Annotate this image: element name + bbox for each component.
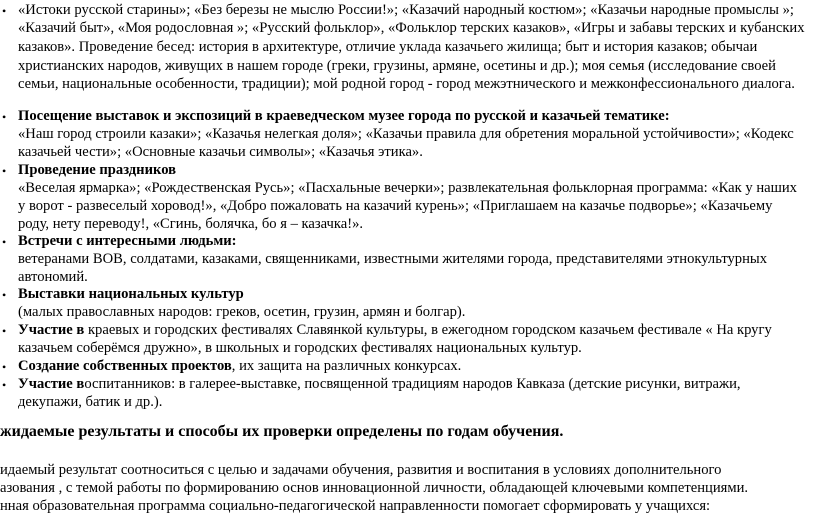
bullet-marker: •: [2, 288, 7, 302]
intro-line: «Истоки русской старины»; «Без березы не мыслю России!»; «Казачий народный костюм»; «Казачьи народные промыслы »;: [18, 2, 794, 18]
bullet-marker: •: [2, 235, 7, 249]
item-line: роду, нету переводу!, «Сгинь, болячка, бо я – казачка!».: [18, 216, 364, 232]
section-heading: жидаемые результаты и способы их проверки определены по годам обучения.: [0, 423, 564, 440]
bullet-marker: •: [2, 4, 7, 18]
bullet-marker: •: [2, 110, 7, 124]
item-line: у ворот - развеселый хоровод!», «Добро пожаловать на казачий курень»; «Приглашаем на казачье подворье»; «Казачьему: [18, 198, 773, 214]
item-line: (малых православных народов: греков, осетин, грузин, армян и болгар).: [18, 304, 466, 320]
bullet-marker: •: [2, 164, 7, 178]
item-line: автономий.: [18, 269, 88, 285]
item-line: «Веселая ярмарка»; «Рождественская Русь»; «Пасхальные вечерки»; развлекательная фольклорная программа: «Как у наших: [18, 180, 797, 196]
bullet-marker: •: [2, 360, 7, 374]
item-line: казачьем соберёмся дружно», в школьных и городских фестивалях национальных культур.: [18, 340, 582, 356]
item-title: Встречи с интересными людьми:: [18, 233, 237, 249]
item-line: «Наш город строили казаки»; «Казачья нелегкая доля»; «Казачьи правила для обретения моральной устойчивости»; «Кодекс: [18, 126, 794, 142]
item-title: Участие в краевых и городских фестивалях Славянкой культуры, в ежегодном городском казачьем фестивале « На кругу: [18, 322, 772, 338]
item-title: Участие воспитанников: в галерее-выставке, посвященной традициям народов Кавказа (детские рисунки, витражи,: [18, 376, 741, 392]
intro-line: христианских народов, живущих в нашем городе (греки, грузины, армяне, осетины и др.); моя семья (исследование своей: [18, 58, 776, 74]
bullet-marker: •: [2, 378, 7, 392]
item-title: Создание собственных проектов, их защита на различных конкурсах.: [18, 358, 462, 374]
intro-line: «Казачий быт», «Моя родословная »; «Русский фольклор», «Фольклор терских казаков», «Игры и забавы терских и кубанских: [18, 20, 805, 36]
closing-line: нная образовательная программа социально-педагогической направленности помогает сформировать у учащихся:: [0, 498, 711, 514]
item-line: ветеранами ВОВ, солдатами, казаками, священниками, известными жителями города, представителями этнокультурных: [18, 251, 768, 267]
closing-line: азования , с темой работы по формированию основ инновационной личности, обладающей ключевыми компетенциями.: [0, 480, 749, 496]
intro-line: казаков». Проведение бесед: история в архитектуре, отличие уклада казачьего жилища; быт и история казаков; обычаи: [18, 39, 758, 55]
item-line: казачьей чести»; «Основные казачьи символы»; «Казачья этика».: [18, 144, 423, 160]
item-title: Посещение выставок и экспозиций в краеведческом музее города по русской и казачьей тематике:: [18, 108, 670, 124]
item-title: Выставки национальных культур: [18, 286, 244, 302]
bullet-marker: •: [2, 324, 7, 338]
item-title: Проведение праздников: [18, 162, 177, 178]
item-line: декупажи, батик и др.).: [18, 394, 163, 410]
closing-line: идаемый результат соотноситься с целью и задачами обучения, развития и воспитания в условиях дополнительного: [0, 462, 722, 478]
intro-line: семьи, национальные особенности, традиции); мой родной город - город межэтнического и межконфессионального диалога.: [18, 76, 795, 92]
